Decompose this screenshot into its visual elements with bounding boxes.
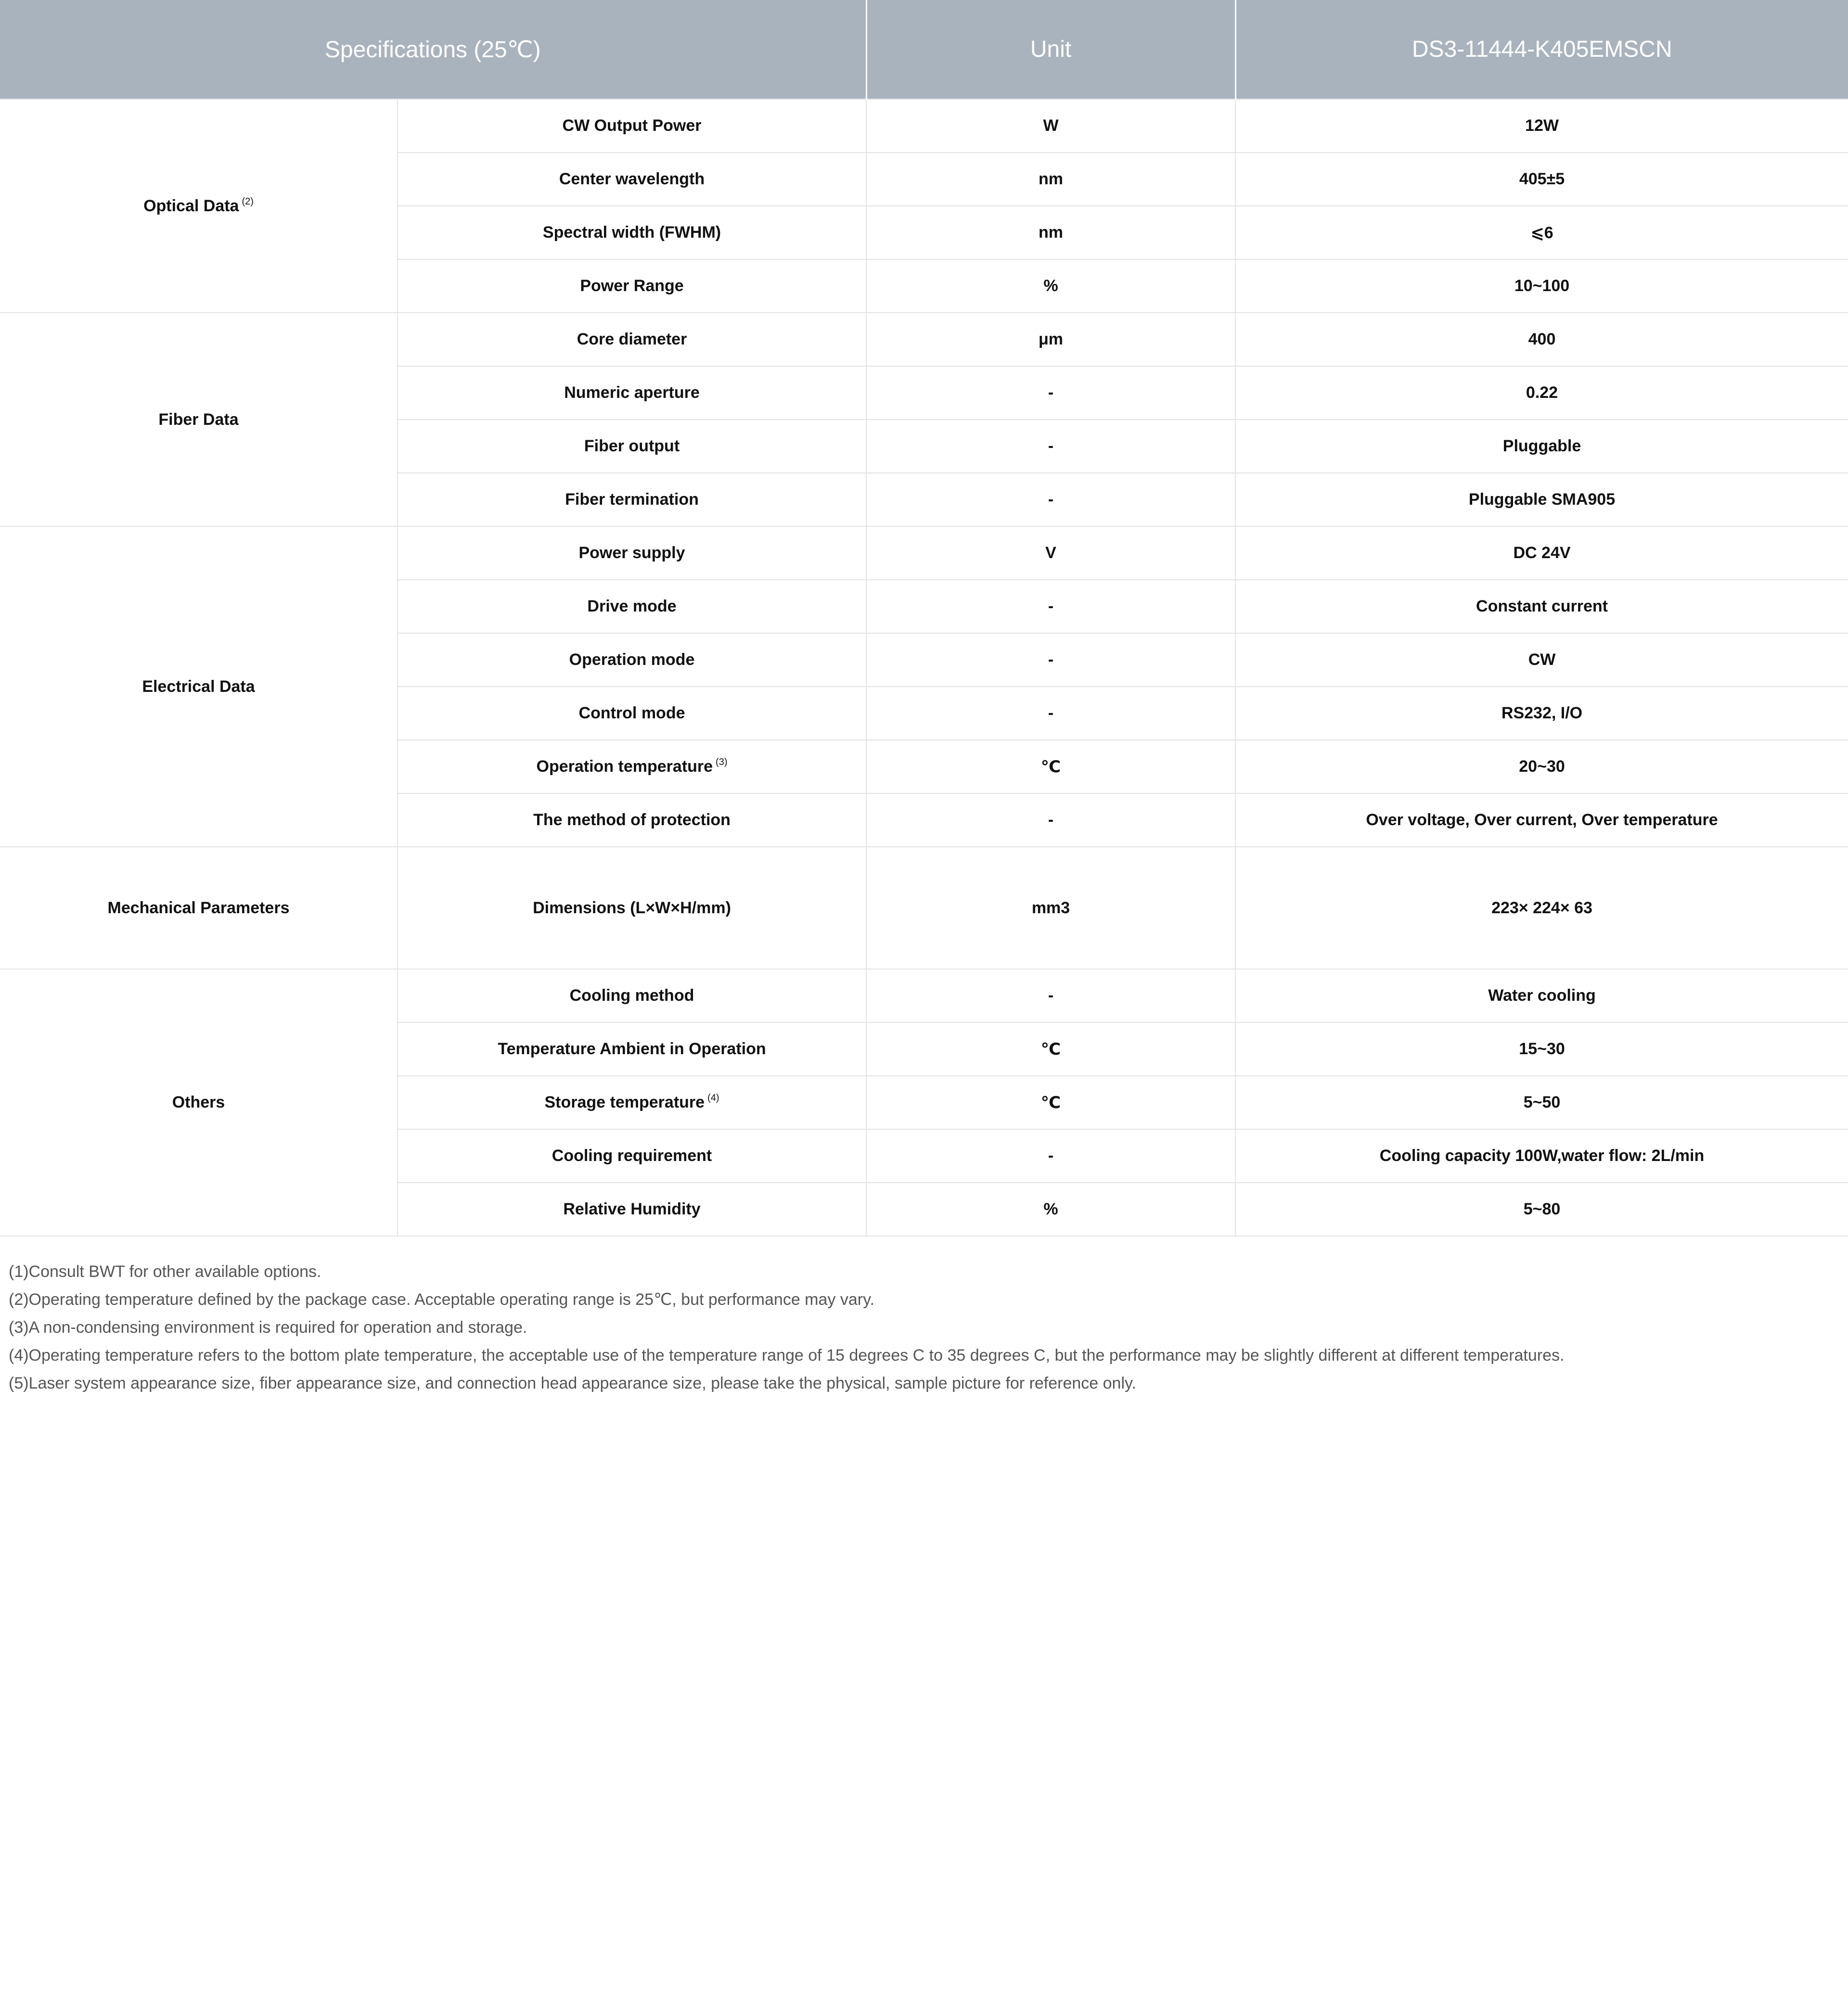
- footnote-4: (4)Operating temperature refers to the bottom plate temperature, the acceptable use of the temperature range of 15 degrees C to 35 degrees C, but the performance may be slightly different at different temperatures.: [9, 1346, 1565, 1365]
- param-cell: Cooling method: [398, 969, 866, 1022]
- value-cell: 0.22: [1235, 366, 1848, 420]
- value-cell: 10~100: [1235, 259, 1848, 313]
- unit-cell: V: [866, 526, 1235, 580]
- value-cell: 5~80: [1235, 1183, 1848, 1236]
- value-cell: Water cooling: [1235, 969, 1848, 1022]
- unit-cell: μm: [866, 313, 1235, 366]
- param-cell: CW Output Power: [398, 99, 866, 153]
- unit-cell: -: [866, 473, 1235, 526]
- header-specifications: Specifications (25℃): [0, 0, 866, 99]
- footnote-2: (2)Operating temperature defined by the package case. Acceptable operating range is 25℃, but performance may vary.: [9, 1290, 875, 1309]
- param-cell: Control mode: [398, 687, 866, 740]
- table-row: [0, 99, 1848, 153]
- param-cell: Fiber termination: [398, 473, 866, 526]
- value-cell: Pluggable: [1235, 420, 1848, 473]
- value-cell: CW: [1235, 633, 1848, 687]
- param-cell: Center wavelength: [398, 153, 866, 206]
- value-cell: DC 24V: [1235, 526, 1848, 580]
- value-cell: 20~30: [1235, 740, 1848, 793]
- value-cell: 5~50: [1235, 1076, 1848, 1129]
- param-cell: Numeric aperture: [398, 366, 866, 420]
- unit-cell: %: [866, 1183, 1235, 1236]
- unit-cell: nm: [866, 153, 1235, 206]
- param-label: Operation temperature: [536, 757, 713, 776]
- unit-cell: -: [866, 687, 1235, 740]
- param-cell: Fiber output: [398, 420, 866, 473]
- footnote-ref: (3): [716, 757, 728, 767]
- value-cell: 15~30: [1235, 1022, 1848, 1076]
- unit-cell: ℃: [866, 1022, 1235, 1076]
- value-cell: ⩽6: [1235, 206, 1848, 259]
- unit-cell: ℃: [866, 740, 1235, 793]
- group-mechanical-parameters: Mechanical Parameters: [0, 847, 398, 969]
- footnotes: [9, 1258, 1837, 1397]
- unit-cell: W: [866, 99, 1235, 153]
- footnote-5: (5)Laser system appearance size, fiber appearance size, and connection head appearance size, please take the physical, sample picture for reference only.: [9, 1374, 1136, 1392]
- unit-cell: -: [866, 366, 1235, 420]
- table-header-row: [0, 0, 1848, 99]
- param-cell: Power Range: [398, 259, 866, 313]
- value-cell: Cooling capacity 100W,water flow: 2L/min: [1235, 1129, 1848, 1183]
- param-cell: Dimensions (L×W×H/mm): [398, 847, 866, 969]
- param-cell: Power supply: [398, 526, 866, 580]
- unit-cell: -: [866, 420, 1235, 473]
- unit-cell: nm: [866, 206, 1235, 259]
- param-cell: Temperature Ambient in Operation: [398, 1022, 866, 1076]
- value-cell: RS232, I/O: [1235, 687, 1848, 740]
- unit-cell: %: [866, 259, 1235, 313]
- value-cell: 400: [1235, 313, 1848, 366]
- param-cell: [398, 740, 866, 793]
- value-cell: 12W: [1235, 99, 1848, 153]
- group-others: Others: [0, 969, 398, 1236]
- param-cell: Cooling requirement: [398, 1129, 866, 1183]
- unit-cell: -: [866, 969, 1235, 1022]
- footnote-1: (1)Consult BWT for other available options.: [9, 1263, 321, 1281]
- unit-cell: -: [866, 793, 1235, 847]
- group-label: Optical Data: [143, 196, 239, 215]
- param-cell: Operation mode: [398, 633, 866, 687]
- param-cell: Spectral width (FWHM): [398, 206, 866, 259]
- group-electrical-data: Electrical Data: [0, 526, 398, 847]
- unit-cell: -: [866, 1129, 1235, 1183]
- header-unit: Unit: [866, 0, 1235, 99]
- table-row: [0, 526, 1848, 580]
- table-row: [0, 847, 1848, 969]
- value-cell: 405±5: [1235, 153, 1848, 206]
- unit-cell: -: [866, 580, 1235, 633]
- table-row: [0, 313, 1848, 366]
- header-model: DS3-11444-K405EMSCN: [1235, 0, 1848, 99]
- value-cell: 223× 224× 63: [1235, 847, 1848, 969]
- param-label: Storage temperature: [544, 1093, 705, 1111]
- param-cell: The method of protection: [398, 793, 866, 847]
- value-cell: Over voltage, Over current, Over temperature: [1235, 793, 1848, 847]
- group-fiber-data: Fiber Data: [0, 313, 398, 526]
- table-row: [0, 969, 1848, 1022]
- unit-cell: ℃: [866, 1076, 1235, 1129]
- param-cell: Core diameter: [398, 313, 866, 366]
- unit-cell: mm3: [866, 847, 1235, 969]
- param-cell: Relative Humidity: [398, 1183, 866, 1236]
- group-optical-data: [0, 99, 398, 313]
- footnote-ref: (4): [707, 1093, 719, 1103]
- value-cell: Constant current: [1235, 580, 1848, 633]
- param-cell: Drive mode: [398, 580, 866, 633]
- value-cell: Pluggable SMA905: [1235, 473, 1848, 526]
- param-cell: [398, 1076, 866, 1129]
- unit-cell: -: [866, 633, 1235, 687]
- footnote-3: (3)A non-condensing environment is required for operation and storage.: [9, 1318, 527, 1337]
- footnote-ref: (2): [242, 196, 254, 207]
